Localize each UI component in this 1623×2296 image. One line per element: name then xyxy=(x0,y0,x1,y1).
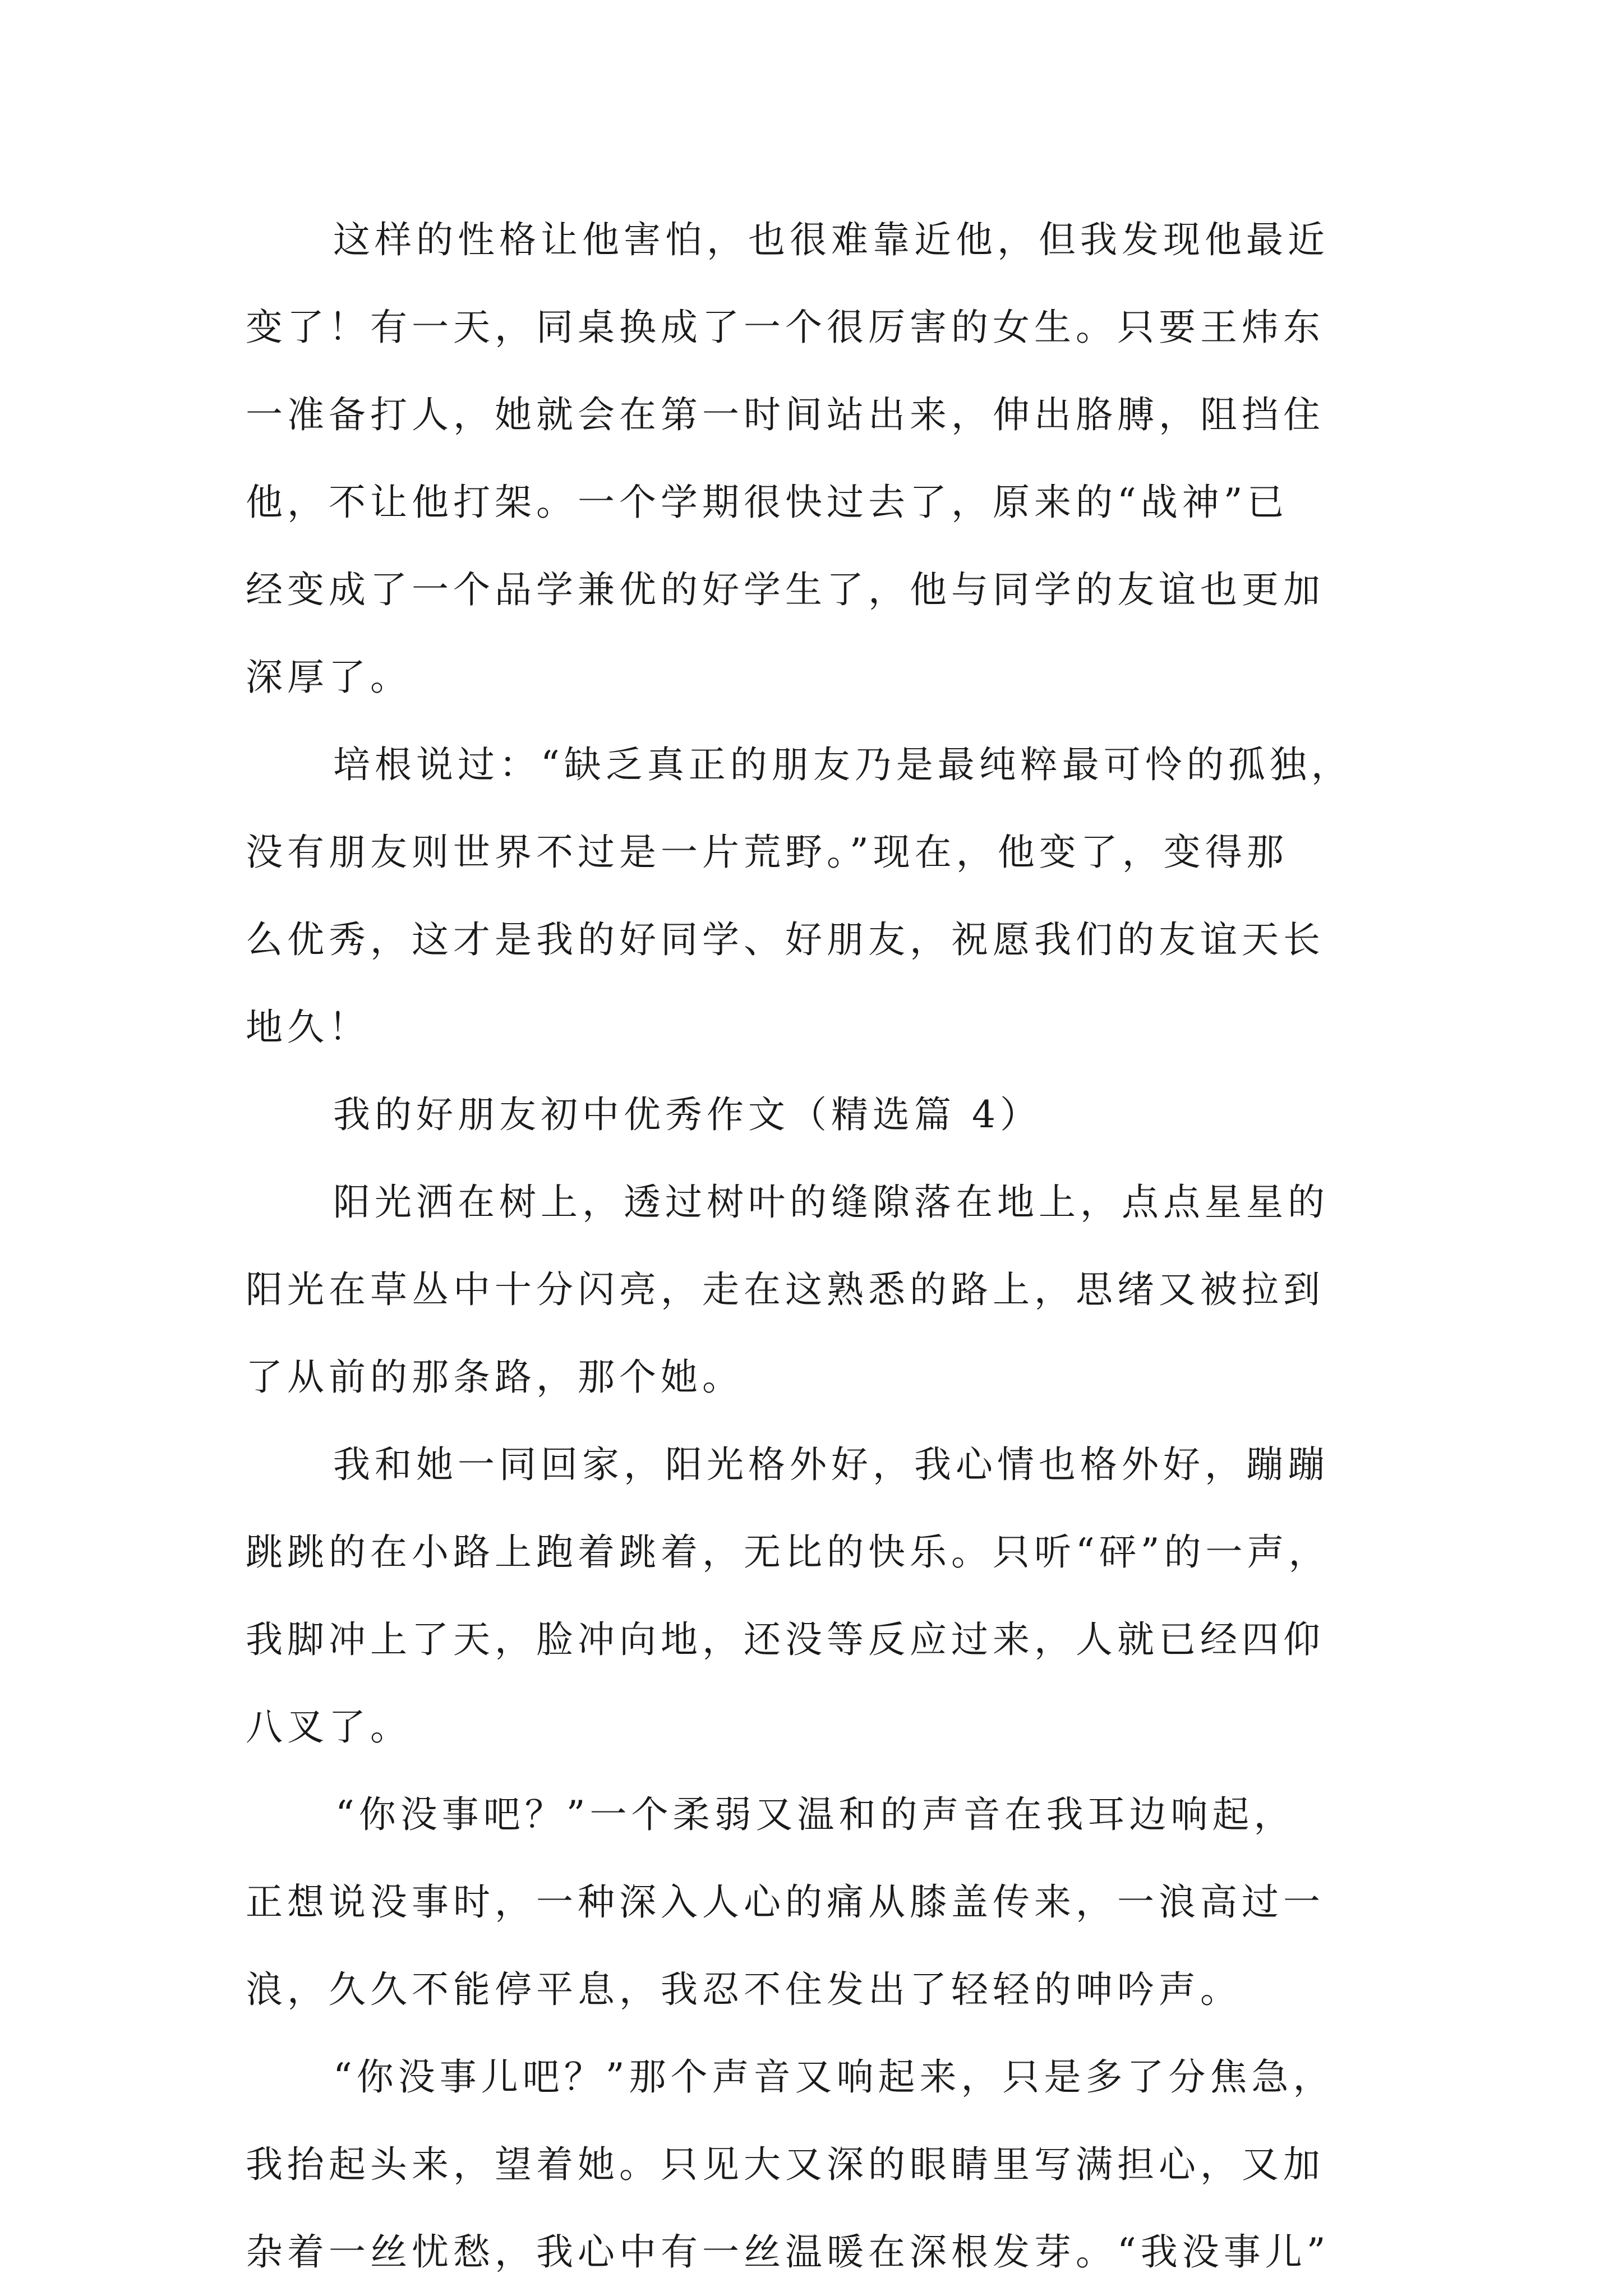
text-line: 一准备打人，她就会在第一时间站出来，伸出胳膊，阻挡住 xyxy=(246,393,1325,436)
text-line: 阳光洒在树上，透过树叶的缝隙落在地上，点点星星的 xyxy=(333,1181,1329,1224)
text-line: 阳光在草丛中十分闪亮，走在这熟悉的路上，思绪又被拉到 xyxy=(246,1268,1325,1311)
text-line: 没有朋友则世界不过是一片荒野。”现在，他变了，变得那 xyxy=(246,831,1288,874)
text-line: 我和她一同回家，阳光格外好，我心情也格外好，蹦蹦 xyxy=(333,1443,1329,1486)
text-line: 地久！ xyxy=(246,1006,370,1049)
text-line: “你没事吧？”一个柔弱又温和的声音在我耳边响起， xyxy=(335,1793,1295,1836)
text-line: 跳跳的在小路上跑着跳着，无比的快乐。只听“砰”的一声， xyxy=(246,1530,1330,1574)
text-line: 深厚了。 xyxy=(246,656,412,699)
text-line: 培根说过：“缺乏真正的朋友乃是最纯粹最可怜的孤独， xyxy=(333,743,1353,786)
document-body xyxy=(246,196,1401,2296)
text-line: 八叉了。 xyxy=(246,1705,412,1749)
section-heading: 我的好朋友初中优秀作文（精选篇 4） xyxy=(333,1093,1041,1136)
text-line: 杂着一丝忧愁，我心中有一丝温暖在深根发芽。“我没事儿” xyxy=(246,2230,1330,2274)
text-line: 了从前的那条路，那个她。 xyxy=(246,1356,744,1399)
text-line: 经变成了一个品学兼优的好学生了，他与同学的友谊也更加 xyxy=(246,568,1325,611)
text-line: 我脚冲上了天，脸冲向地，还没等反应过来，人就已经四仰 xyxy=(246,1618,1325,1661)
text-line: 变了！有一天，同桌换成了一个很厉害的女生。只要王炜东 xyxy=(246,306,1325,349)
text-line: 我抬起头来，望着她。只见大又深的眼睛里写满担心，又加 xyxy=(246,2143,1325,2186)
text-line: “你没事儿吧？”那个声音又响起来，只是多了分焦急， xyxy=(333,2055,1335,2099)
text-line: 么优秀，这才是我的好同学、好朋友，祝愿我们的友谊天长 xyxy=(246,918,1325,961)
text-line: 这样的性格让他害怕，也很难靠近他，但我发现他最近 xyxy=(333,218,1329,261)
text-line: 正想说没事时，一种深入人心的痛从膝盖传来，一浪高过一 xyxy=(246,1880,1325,1924)
text-line: 浪，久久不能停平息，我忍不住发出了轻轻的呻吟声。 xyxy=(246,1968,1242,2011)
text-line: 他，不让他打架。一个学期很快过去了，原来的“战神”已 xyxy=(246,481,1289,524)
